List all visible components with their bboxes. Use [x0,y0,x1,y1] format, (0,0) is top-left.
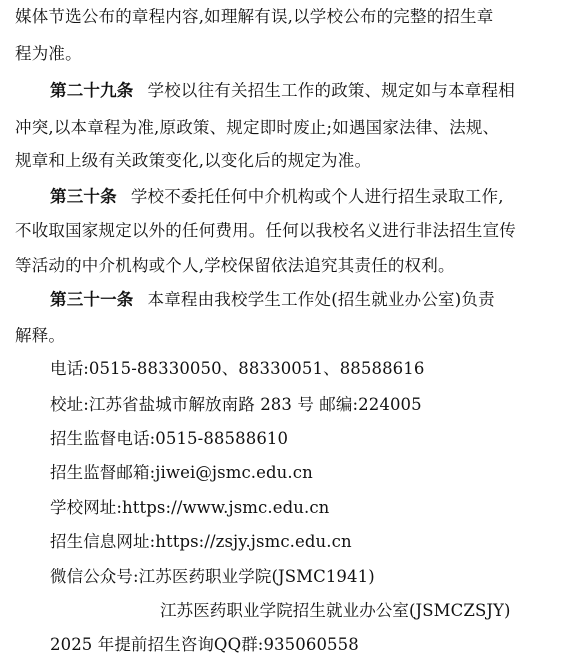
article-30-heading: 第三十条 [50,187,117,206]
article-29-text-1: 学校以往有关招生工作的政策、规定如与本章程相 [147,81,515,100]
article-31-line-2: 解释。 [15,326,66,345]
qq-group-line: 2025 年提前招生咨询QQ群:935060558 [50,635,359,654]
article-30-line-2: 不收取国家规定以外的任何费用。任何以我校名义进行非法招生宣传 [15,221,516,240]
article-30-first-line [50,186,504,208]
school-website-line: 学校网址:https://www.jsmc.edu.cn [50,498,330,517]
phone-line: 电话:0515-88330050、88330051、88588616 [50,359,425,378]
article-30-text-1: 学校不委托任何中介机构或个人进行招生录取工作, [130,187,504,206]
address-line: 校址:江苏省盐城市解放南路 283 号 邮编:224005 [50,395,422,414]
article-29-first-line [50,80,515,102]
article-31-text-1: 本章程由我校学生工作处(招生就业办公室)负责 [147,290,495,309]
article-29-line-2: 冲突,以本章程为准,原政策、规定即时废止;如遇国家法律、法规、 [15,118,500,137]
article-29-line-3: 规章和上级有关政策变化,以变化后的规定为准。 [15,151,372,170]
supervision-email-line: 招生监督邮箱:jiwei@jsmc.edu.cn [50,463,313,482]
article-29-heading: 第二十九条 [50,81,134,100]
article-31-heading: 第三十一条 [50,290,134,309]
article-31-first-line [50,289,495,311]
supervision-phone-line: 招生监督电话:0515-88588610 [50,429,289,448]
wechat-line-1: 微信公众号:江苏医药职业学院(JSMC1941) [50,567,375,586]
admissions-website-line: 招生信息网址:https://zsjy.jsmc.edu.cn [50,532,352,551]
intro-line-2: 程为准。 [15,44,82,63]
wechat-line-2: 江苏医药职业学院招生就业办公室(JSMCZSJY) [160,601,511,620]
article-30-line-3: 等活动的中介机构或个人,学校保留依法追究其责任的权利。 [15,256,455,275]
intro-line-1: 媒体节选公布的章程内容,如理解有误,以学校公布的完整的招生章 [15,7,494,26]
